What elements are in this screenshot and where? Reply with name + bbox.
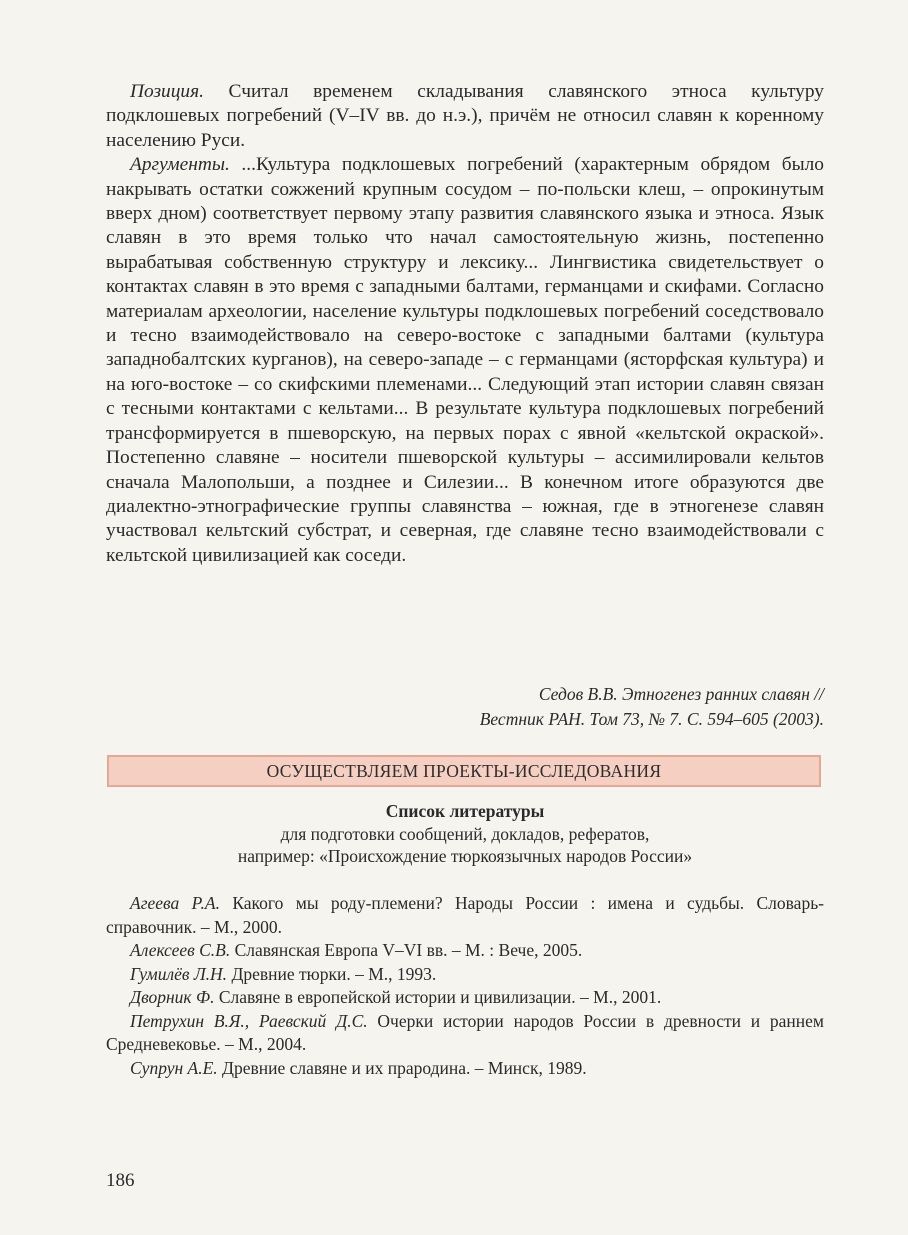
reference-author: Агеева Р.А.: [130, 893, 220, 913]
reference-author: Гумилёв Л.Н.: [130, 963, 228, 984]
reference-item: [106, 986, 824, 1010]
citation-line-1: Седов В.В. Этногенез ранних славян //: [538, 684, 824, 704]
reference-item: [106, 963, 824, 987]
section-banner-label: ОСУЩЕСТВЛЯЕМ ПРОЕКТЫ-ИССЛЕДОВАНИЯ: [266, 760, 662, 781]
references-title: Список литературы: [385, 801, 545, 821]
reference-author: Петрухин В.Я., Раевский Д.С.: [130, 1010, 368, 1031]
quote-block: [106, 80, 824, 568]
arguments-lead: Аргументы.: [130, 154, 230, 176]
citation-source: [264, 682, 824, 732]
arguments-text: ...Культура подклошевых погребений (характерным обрядом было накрывать остатки сожжений крупным сосудом – по-польски клеш, – опрокинутым вверх дном) соответствует первому этапу развития славянского языка и этноса. Язык славян в это время только что начал самостоятельную жизнь, постепенно вырабатывая собственную структуру и лексику... Лингвистика свидетельствует о контактах славян в это время с западными балтами, германцами и скифами. Согласно материалам археологии, население культуры подклошевых погребений соседствовало и тесно взаимодействовало на северо-востоке с западными балтами (культура западнобалтских курганов), на северо-западе – с германцами (ясторфская культура) и на юго-востоке – со скифскими племенами... Следующий этап истории славян связан с тесными контактами с кельтами... В результате культура подклошевых погребений трансформируется в пшеворскую, на первых порах с явной «кельтской окраской». Постепенно славяне – носители пшеворской культуры – ассимилировали кельтов сначала Малопольши, а позднее и Силезии... В конечном итоге образуются две диалектно-этнографические группы славянства – южная, где в этногенезе славян участвовал кельтский субстрат, и северная, где славяне тесно взаимодействовали с кельтской цивилизацией как соседи.: [106, 154, 824, 566]
position-paragraph: [106, 80, 824, 153]
reference-text: Славяне в европейской истории и цивилизации. – М., 2001.: [214, 987, 662, 1007]
section-banner: [107, 755, 821, 787]
reference-text: Какого мы роду-племени? Народы России : имена и судьбы. Словарь-справочник. – М., 2000.: [106, 893, 824, 937]
page-number: 186: [106, 1170, 135, 1191]
arguments-paragraph: [106, 153, 824, 568]
reference-item: [106, 892, 824, 939]
reference-text: Славянская Европа V–VI вв. – М. : Вече, 2005.: [230, 940, 583, 960]
references-subtitle-2: например: «Происхождение тюркоязычных народов России»: [237, 846, 693, 866]
reference-item: [106, 939, 824, 963]
position-lead: Позиция.: [130, 81, 204, 102]
references-list: [106, 892, 824, 1080]
reference-text: Очерки истории народов России в древности и раннем Средневековье. – М., 2004.: [106, 1010, 824, 1054]
position-text: Считал временем складывания славянского этноса культуру подклошевых погребений (V–IV вв. до н.э.), причём не относил славян к коренному населению Руси.: [106, 81, 824, 151]
citation-line-2: Вестник РАН. Том 73, № 7. С. 594–605 (2003).: [479, 709, 824, 729]
reference-author: Дворник Ф.: [130, 987, 215, 1007]
reference-item: [106, 1010, 824, 1057]
reference-author: Супрун А.Е.: [130, 1057, 218, 1078]
reference-author: Алексеев С.В.: [130, 940, 231, 960]
references-subtitle-1: для подготовки сообщений, докладов, рефератов,: [280, 824, 650, 844]
reference-text: Древние славяне и их прародина. – Минск, 1989.: [217, 1057, 587, 1078]
references-header: [106, 800, 824, 867]
reference-text: Древние тюрки. – М., 1993.: [227, 963, 437, 984]
reference-item: [106, 1057, 824, 1081]
